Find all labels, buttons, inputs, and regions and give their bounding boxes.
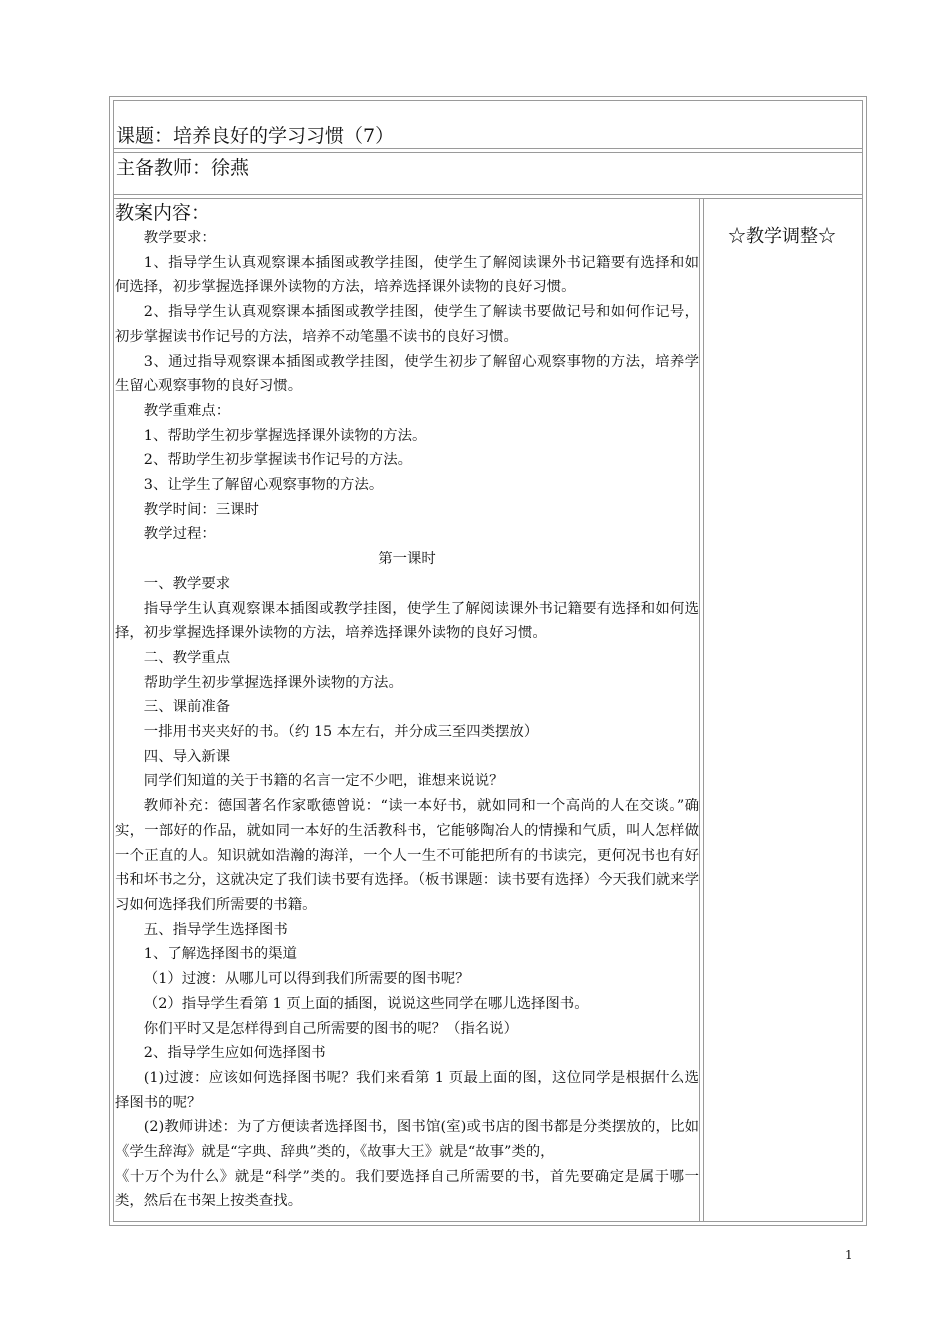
paragraph: 教学过程：	[143, 526, 216, 543]
paragraph: (1)过渡：应该如何选择图书呢？我们来看第 1 页最上面的图，这位同学是根据什么选择图书的呢？	[115, 1069, 699, 1111]
lead-teacher: 主备教师：徐燕	[116, 157, 250, 179]
row-divider	[113, 198, 863, 199]
paragraph: （2）指导学生看第 1 页上面的插图，说说这些同学在哪儿选择图书。	[143, 995, 589, 1012]
paragraph: 五、指导学生选择图书	[143, 921, 288, 938]
paragraph: 2、帮助学生初步掌握读书作记号的方法。	[143, 452, 412, 469]
paragraph: 帮助学生初步掌握选择课外读物的方法。	[143, 674, 403, 691]
paragraph: （1）过渡：从哪儿可以得到我们所需要的图书呢？	[143, 971, 470, 988]
column-divider	[699, 198, 700, 1222]
paragraph: 一排用书夹夹好的书。（约 15 本左右，并分成三至四类摆放）	[143, 724, 539, 741]
paragraph: 指导学生认真观察课本插图或教学挂图，使学生了解阅读课外书记籍要有选择和如何选择，初步掌握选择课外读物的方法，培养选择课外读物的良好习惯。	[115, 600, 699, 642]
paragraph: 四、导入新课	[143, 748, 231, 765]
paragraph: 3、让学生了解留心观察事物的方法。	[143, 477, 384, 494]
paragraph: 一、教学要求	[143, 575, 231, 592]
paragraph: 二、教学重点	[143, 649, 231, 666]
paragraph: 教师补充：德国著名作家歌德曾说：“读一本好书，就如同和一个高尚的人在交谈。”确实，一部好的作品，就如同一本好的生活教科书，它能够陶冶人的情操和气质，叫人怎样做一个正直的人。知识就如浩瀚的海洋，一个人一生不可能把所有的书读完，更何况书也有好书和坏书之分，这就决定了我们读书要有选择。（板书课题：读书要有选择）今天我们就来学习如何选择我们所需要的书籍。	[115, 798, 699, 913]
paragraph: 教学重难点：	[143, 402, 231, 419]
teaching-adjustment-heading: ☆教学调整☆	[728, 226, 836, 247]
section-title: 第一课时	[378, 551, 436, 568]
lesson-plan-content	[115, 200, 699, 1220]
paragraph: 同学们知道的关于书籍的名言一定不少吧，谁想来说说？	[143, 773, 504, 790]
paragraph: 3、通过指导观察课本插图或教学挂图，使学生初步了解留心观察事物的方法，培养学生留心观察事物的良好习惯。	[115, 353, 699, 395]
paragraph: 1、了解选择图书的渠道	[143, 946, 297, 963]
page-number: 1	[845, 1248, 853, 1262]
paragraph: 《十万个为什么》就是“科学”类的。我们要选择自己所需要的书，首先要确定是属于哪一类，然后在书架上按类查找。	[115, 1168, 699, 1210]
paragraph: 2、指导学生认真观察课本插图或教学挂图，使学生了解读书要做记号和如何作记号，初步掌握读书作记号的方法，培养不动笔墨不读书的良好习惯。	[115, 304, 699, 345]
content-heading: 教案内容：	[115, 202, 211, 224]
lesson-title: 课题：培养良好的学习习惯（7）	[116, 125, 395, 147]
paragraph: 1、帮助学生初步掌握选择课外读物的方法。	[143, 427, 427, 444]
paragraph: 教学要求：	[143, 230, 216, 246]
column-divider	[703, 198, 704, 1222]
paragraph: 教学时间：三课时	[143, 501, 259, 518]
paragraph: (2)教师讲述：为了方便读者选择图书，图书馆(室)或书店的图书都是分类摆放的，比如《学生辞海》就是“字典、辞典”类的，《故事大王》就是“故事”类的，	[115, 1119, 699, 1161]
paragraph: 1、指导学生认真观察课本插图或教学挂图，使学生了解阅读课外书记籍要有选择和如何选择，初步掌握选择课外读物的方法，培养选择课外读物的良好习惯。	[115, 254, 699, 296]
row-divider	[113, 152, 863, 153]
paragraph: 2、指导学生应如何选择图书	[143, 1045, 326, 1062]
paragraph: 你们平时又是怎样得到自己所需要的图书的呢？（指名说）	[143, 1020, 518, 1037]
row-divider	[113, 194, 863, 195]
row-divider	[113, 148, 863, 149]
paragraph: 三、课前准备	[143, 699, 231, 716]
